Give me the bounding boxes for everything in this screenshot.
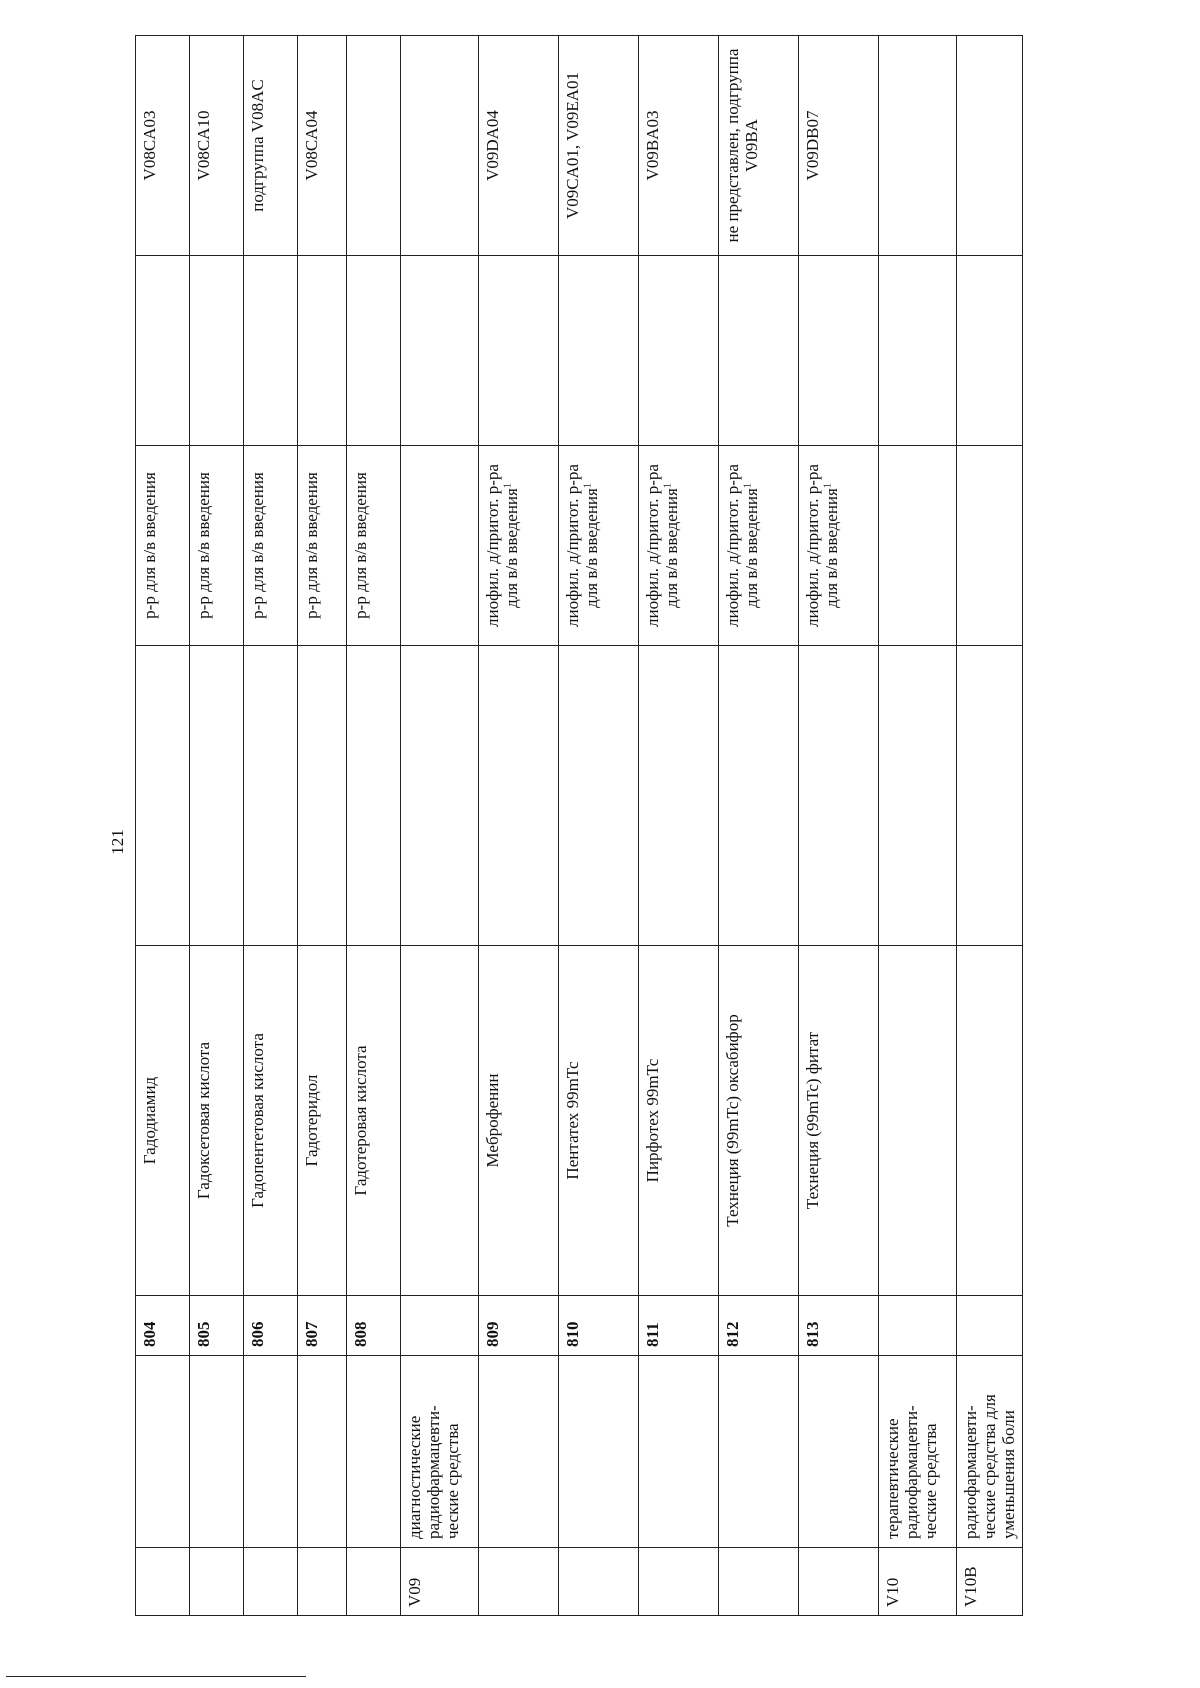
code-cell-text: V09DB07: [803, 110, 822, 181]
number-cell-text: 807: [302, 1321, 321, 1347]
group-cell-text: диагностические радиофармацевти-ческие средства: [405, 1405, 462, 1539]
inn-cell: [799, 946, 879, 1296]
atc-cell: [719, 1548, 799, 1616]
empty-cell: [244, 646, 298, 946]
page-number: 121: [108, 829, 127, 855]
table-row: [244, 36, 298, 1616]
note-cell: [479, 256, 559, 446]
note-cell: [639, 256, 719, 446]
rotated-table-container: [135, 36, 1018, 1616]
footnote-mark: 1: [582, 483, 594, 489]
note-cell: [401, 256, 479, 446]
form-cell: [136, 446, 190, 646]
note-cell: [799, 256, 879, 446]
empty-cell: [559, 646, 639, 946]
empty-cell: [479, 646, 559, 946]
empty-cell: [401, 646, 479, 946]
note-cell: [719, 256, 799, 446]
inn-cell: [298, 946, 347, 1296]
inn-cell-text: Гадоксетовая кислота: [194, 1041, 213, 1200]
atc-cell-text: V10: [883, 1577, 902, 1607]
form-cell: [559, 446, 639, 646]
number-cell: [190, 1296, 244, 1356]
code-cell: [879, 36, 957, 256]
group-cell: [479, 1356, 559, 1548]
inn-cell-text: Меброфенин: [483, 1073, 502, 1168]
form-cell-text: р-р для в/в введения: [302, 472, 321, 619]
inn-cell-text: Технеция (99mTc) фитат: [803, 1031, 822, 1210]
group-cell: [298, 1356, 347, 1548]
code-cell-text: V08CA10: [194, 110, 213, 181]
number-cell-text: 806: [248, 1321, 267, 1347]
form-cell-text: р-р для в/в введения: [248, 472, 267, 619]
number-cell: [347, 1296, 401, 1356]
form-cell-text: лиофил. д/пригот. р-ра для в/в введения: [643, 464, 681, 627]
inn-cell: [347, 946, 401, 1296]
form-cell: [401, 446, 479, 646]
footnote-mark: 1: [822, 483, 834, 489]
group-cell: [879, 1356, 957, 1548]
empty-cell: [136, 646, 190, 946]
code-cell-text: V08CA03: [140, 110, 159, 181]
form-cell-text: лиофил. д/пригот. р-ра для в/в введения: [723, 464, 761, 627]
code-cell-text: не представлен, подгруппа V09BA: [723, 48, 761, 243]
code-cell: [136, 36, 190, 256]
code-cell: [190, 36, 244, 256]
atc-cell: [879, 1548, 957, 1616]
atc-cell: [244, 1548, 298, 1616]
atc-cell: [298, 1548, 347, 1616]
atc-cell: [639, 1548, 719, 1616]
inn-cell: [190, 946, 244, 1296]
note-cell: [879, 256, 957, 446]
empty-cell: [639, 646, 719, 946]
code-cell: [957, 36, 1023, 256]
code-cell-text: V09DA04: [483, 110, 502, 181]
table-row: [136, 36, 190, 1616]
empty-cell: [957, 646, 1023, 946]
note-cell: [190, 256, 244, 446]
inn-cell-text: Пентатех 99mTc: [563, 1061, 582, 1180]
code-cell: [719, 36, 799, 256]
note-cell: [136, 256, 190, 446]
empty-cell: [298, 646, 347, 946]
number-cell: [136, 1296, 190, 1356]
number-cell-text: 811: [643, 1322, 662, 1347]
code-cell-text: V08CA04: [302, 110, 321, 181]
number-cell-text: 804: [140, 1321, 159, 1347]
number-cell-text: 812: [723, 1321, 742, 1347]
group-cell: [559, 1356, 639, 1548]
inn-cell: [244, 946, 298, 1296]
drug-table-body: [136, 36, 1023, 1616]
empty-cell: [347, 646, 401, 946]
code-cell: [298, 36, 347, 256]
atc-cell: [190, 1548, 244, 1616]
number-cell: [719, 1296, 799, 1356]
atc-cell: [957, 1548, 1023, 1616]
number-cell: [298, 1296, 347, 1356]
form-cell-text: лиофил. д/пригот. р-ра для в/в введения: [563, 464, 601, 627]
code-cell: [559, 36, 639, 256]
number-cell: [244, 1296, 298, 1356]
inn-cell-text: Гадопентетовая кислота: [248, 1033, 267, 1208]
note-cell: [244, 256, 298, 446]
atc-cell: [347, 1548, 401, 1616]
table-row: [799, 36, 879, 1616]
code-cell-text: V09BA03: [643, 110, 662, 181]
table-row: [719, 36, 799, 1616]
code-cell: [401, 36, 479, 256]
group-cell: [957, 1356, 1023, 1548]
code-cell: [639, 36, 719, 256]
form-cell: [639, 446, 719, 646]
table-row: [639, 36, 719, 1616]
code-cell: [799, 36, 879, 256]
group-cell: [799, 1356, 879, 1548]
inn-cell: [879, 946, 957, 1296]
number-cell-text: 813: [803, 1321, 822, 1347]
atc-cell: [401, 1548, 479, 1616]
table-row: [879, 36, 957, 1616]
note-cell: [347, 256, 401, 446]
group-cell-text: радиофармацевти-ческие средства для уменьшения боли: [961, 1394, 1018, 1539]
footnote-mark: 1: [662, 483, 674, 489]
footnote-separator: [6, 1676, 306, 1677]
form-cell: [957, 446, 1023, 646]
form-cell: [190, 446, 244, 646]
table-row: [190, 36, 244, 1616]
footnote-mark: 1: [502, 483, 514, 489]
form-cell-text: р-р для в/в введения: [351, 472, 370, 619]
atc-cell: [479, 1548, 559, 1616]
table-row: [401, 36, 479, 1616]
number-cell: [879, 1296, 957, 1356]
number-cell: [639, 1296, 719, 1356]
inn-cell: [136, 946, 190, 1296]
empty-cell: [799, 646, 879, 946]
group-cell: [136, 1356, 190, 1548]
number-cell: [479, 1296, 559, 1356]
inn-cell-text: Технеция (99mTc) оксабифор: [723, 1014, 742, 1227]
group-cell: [639, 1356, 719, 1548]
form-cell: [879, 446, 957, 646]
empty-cell: [190, 646, 244, 946]
code-cell: [244, 36, 298, 256]
note-cell: [957, 256, 1023, 446]
form-cell: [479, 446, 559, 646]
atc-cell: [136, 1548, 190, 1616]
code-cell: [347, 36, 401, 256]
group-cell: [401, 1356, 479, 1548]
form-cell: [298, 446, 347, 646]
empty-cell: [879, 646, 957, 946]
number-cell-text: 810: [563, 1321, 582, 1347]
inn-cell: [559, 946, 639, 1296]
atc-cell: [559, 1548, 639, 1616]
group-cell: [244, 1356, 298, 1548]
group-cell-text: терапевтические радиофармацевти-ческие средства: [883, 1405, 940, 1539]
drug-table: [135, 35, 1023, 1616]
table-row: [957, 36, 1023, 1616]
number-cell-text: 805: [194, 1321, 213, 1347]
inn-cell-text: Гадотеридол: [302, 1074, 321, 1167]
number-cell: [559, 1296, 639, 1356]
table-row: [559, 36, 639, 1616]
number-cell: [401, 1296, 479, 1356]
inn-cell: [719, 946, 799, 1296]
inn-cell-text: Пирфотех 99mTc: [643, 1058, 662, 1183]
number-cell: [799, 1296, 879, 1356]
number-cell: [957, 1296, 1023, 1356]
note-cell: [298, 256, 347, 446]
inn-cell: [639, 946, 719, 1296]
form-cell: [719, 446, 799, 646]
atc-cell-text: V09: [405, 1577, 424, 1607]
atc-cell: [799, 1548, 879, 1616]
table-row: [347, 36, 401, 1616]
inn-cell: [401, 946, 479, 1296]
form-cell: [799, 446, 879, 646]
inn-cell: [479, 946, 559, 1296]
form-cell-text: р-р для в/в введения: [194, 472, 213, 619]
inn-cell: [957, 946, 1023, 1296]
code-cell: [479, 36, 559, 256]
form-cell-text: лиофил. д/пригот. р-ра для в/в введения: [483, 464, 521, 627]
form-cell-text: р-р для в/в введения: [140, 472, 159, 619]
number-cell-text: 808: [351, 1321, 370, 1347]
group-cell: [347, 1356, 401, 1548]
group-cell: [190, 1356, 244, 1548]
code-cell-text: V09CA01, V09EA01: [563, 71, 582, 220]
table-row: [298, 36, 347, 1616]
form-cell: [244, 446, 298, 646]
inn-cell-text: Гадотеровая кислота: [351, 1045, 370, 1196]
code-cell-text: подгруппа V08AC: [248, 79, 267, 212]
form-cell-text: лиофил. д/пригот. р-ра для в/в введения: [803, 464, 841, 627]
form-cell: [347, 446, 401, 646]
footnote-mark: 1: [742, 483, 754, 489]
note-cell: [559, 256, 639, 446]
inn-cell-text: Гадодиамид: [140, 1076, 159, 1165]
number-cell-text: 809: [483, 1321, 502, 1347]
atc-cell-text: V10B: [961, 1566, 980, 1607]
table-row: [479, 36, 559, 1616]
empty-cell: [719, 646, 799, 946]
group-cell: [719, 1356, 799, 1548]
